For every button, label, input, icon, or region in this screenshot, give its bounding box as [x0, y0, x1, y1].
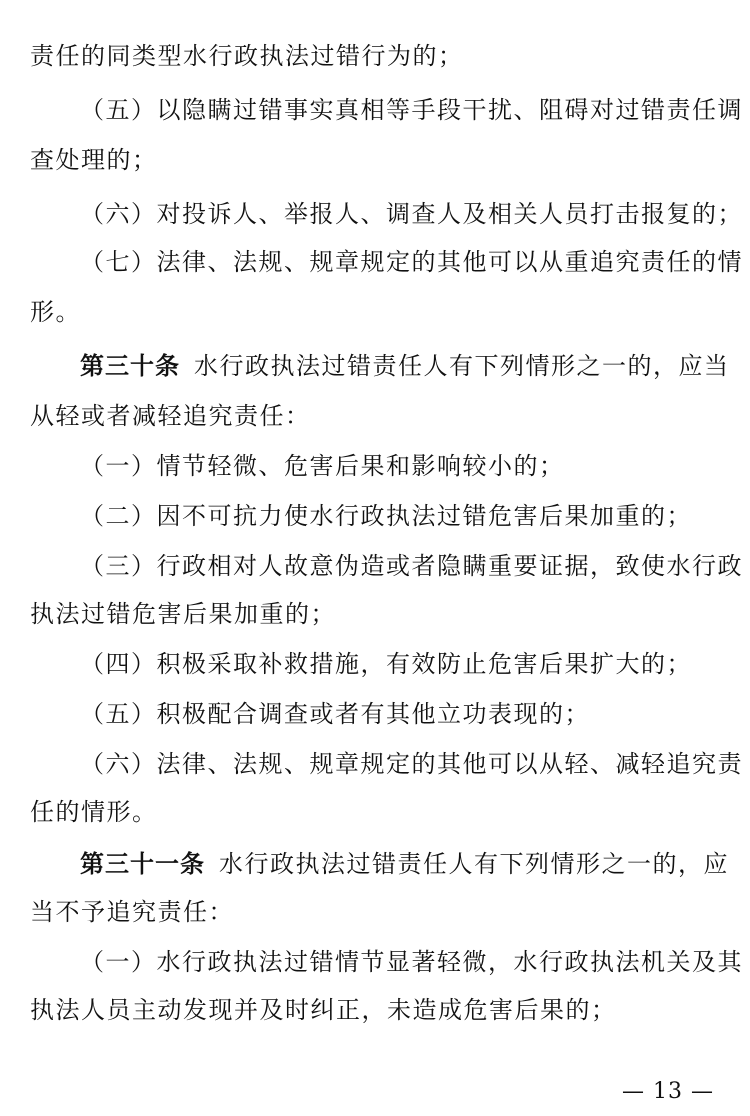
text-line: 查处理的；	[30, 146, 158, 174]
page-number: — 13 —	[622, 1079, 714, 1104]
text-line: 形。	[30, 298, 81, 326]
article-30-line	[80, 350, 730, 382]
article-31-text: 水行政执法过错责任人有下列情形之一的，应	[219, 850, 729, 878]
article-30-heading: 第三十条	[80, 351, 180, 380]
list-item: （一）水行政执法过错情节显著轻微，水行政执法机关及其	[80, 948, 743, 976]
list-item: （六）法律、法规、规章规定的其他可以从轻、减轻追究责	[80, 750, 743, 778]
list-item: （六）对投诉人、举报人、调查人及相关人员打击报复的；	[80, 200, 743, 228]
list-item: （七）法律、法规、规章规定的其他可以从重追究责任的情	[80, 248, 743, 276]
article-31-line	[80, 848, 729, 880]
article-30-text: 水行政执法过错责任人有下列情形之一的，应当	[194, 352, 730, 380]
text-line: 任的情形。	[30, 798, 158, 826]
text-line: 当不予追究责任：	[30, 898, 234, 926]
list-item: （五）以隐瞒过错事实真相等手段干扰、阻碍对过错责任调	[80, 96, 743, 124]
article-31-heading: 第三十一条	[80, 849, 205, 878]
text-line: 责任的同类型水行政执法过错行为的；	[30, 42, 464, 70]
list-item: （五）积极配合调查或者有其他立功表现的；	[80, 700, 590, 728]
list-item: （一）情节轻微、危害后果和影响较小的；	[80, 452, 565, 480]
text-line: 从轻或者减轻追究责任：	[30, 402, 311, 430]
list-item: （四）积极采取补救措施，有效防止危害后果扩大的；	[80, 650, 692, 678]
text-line: 执法过错危害后果加重的；	[30, 600, 336, 628]
text-line: 执法人员主动发现并及时纠正，未造成危害后果的；	[30, 996, 617, 1024]
list-item: （二）因不可抗力使水行政执法过错危害后果加重的；	[80, 502, 692, 530]
list-item: （三）行政相对人故意伪造或者隐瞒重要证据，致使水行政	[80, 552, 743, 580]
